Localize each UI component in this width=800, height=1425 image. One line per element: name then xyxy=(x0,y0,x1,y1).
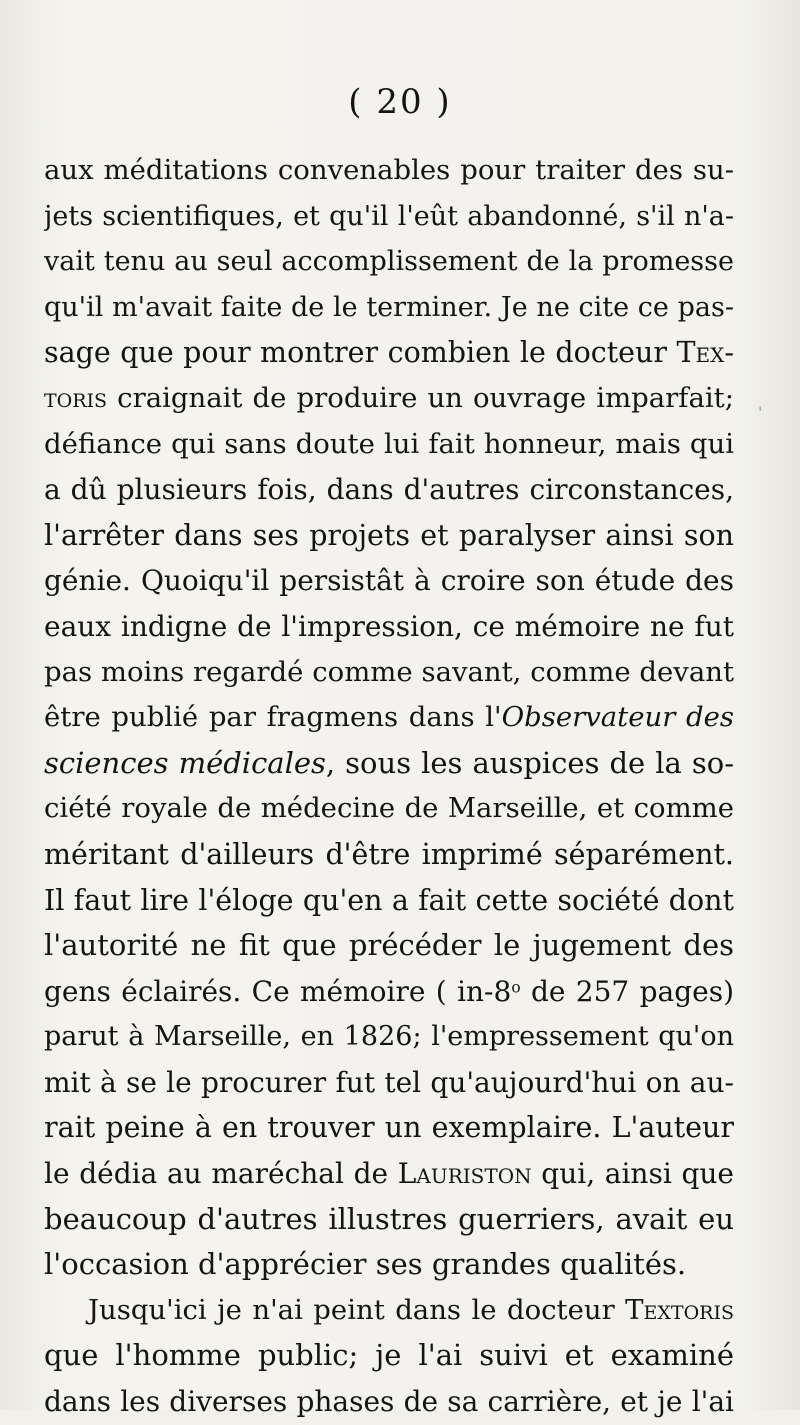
text-line xyxy=(44,467,734,513)
text-line-text: jets scientifiques, et qu'il l'eût abandonné, s'il n'a- xyxy=(44,200,734,232)
text-line-it: sciences médicales xyxy=(44,745,326,780)
text-line-pre: être publié par fragmens dans l' xyxy=(44,701,502,734)
text-line xyxy=(44,878,734,924)
margin-mark: ' xyxy=(758,403,763,422)
text-line-text: aux méditations convenables pour traiter des su- xyxy=(44,154,734,186)
text-line xyxy=(44,1288,734,1334)
text-line-text: Il faut lire l'éloge qu'en a fait cette société dont xyxy=(44,883,734,917)
text-line-it: Observateur des xyxy=(501,701,734,734)
body-text xyxy=(44,148,734,1425)
text-line xyxy=(44,832,734,878)
text-line-sc: Tex- xyxy=(676,336,734,370)
text-line xyxy=(44,695,734,741)
text-line xyxy=(44,513,734,559)
text-line xyxy=(44,741,734,787)
text-line xyxy=(44,1014,734,1060)
text-line xyxy=(44,786,734,832)
text-line-pre: Jusqu'ici je n'ai peint dans le docteur xyxy=(88,1293,626,1326)
text-line-text: rait peine à en trouver un exemplaire. L'auteur xyxy=(44,1111,734,1145)
text-line xyxy=(44,376,734,422)
text-line xyxy=(44,148,734,194)
text-line-post: , sous les auspices de la so- xyxy=(325,745,734,780)
text-line xyxy=(44,969,734,1015)
text-line-pre: gens éclairés. Ce mémoire ( in-8 xyxy=(44,974,512,1008)
text-line-text: mit à se le procurer fut tel qu'aujourd'hui on au- xyxy=(44,1065,734,1099)
text-line xyxy=(44,194,734,240)
text-line-sc: toris xyxy=(44,381,108,414)
text-line-text: méritant d'ailleurs d'être imprimé séparément. xyxy=(44,837,734,871)
text-line xyxy=(44,1105,734,1151)
text-line xyxy=(44,330,734,376)
text-line-text: parut à Marseille, en 1826; l'empressement qu'on xyxy=(44,1021,734,1053)
text-line xyxy=(44,239,734,285)
text-line-text: beaucoup d'autres illustres guerriers, avait eu xyxy=(44,1201,734,1236)
text-line xyxy=(44,1333,734,1379)
text-line-text: l'autorité ne fit que précéder le jugement des xyxy=(44,928,734,963)
text-line xyxy=(44,923,734,969)
text-line-text: pas moins regardé comme savant, comme devant xyxy=(44,655,734,688)
text-line-text: dans les diverses phases de sa carrière, et je l'ai xyxy=(44,1385,734,1419)
text-line-sup: o xyxy=(511,978,521,997)
text-line xyxy=(44,1197,734,1243)
text-line-sc: Lauriston xyxy=(397,1157,532,1191)
text-line-post: de 257 pages) xyxy=(520,974,734,1008)
text-line-text: eaux indigne de l'impression, ce mémoire ne fut xyxy=(44,609,734,643)
text-line-text: que l'homme public; je l'ai suivi et examiné xyxy=(44,1338,734,1373)
text-line xyxy=(44,1379,734,1425)
text-line-sc: Textoris xyxy=(625,1293,734,1326)
text-line-pre: le dédia au maréchal de xyxy=(44,1157,398,1191)
text-line xyxy=(44,1151,734,1197)
text-line-post: qui, ainsi que xyxy=(531,1157,734,1191)
text-line-text: l'arrêter dans ses projets et paralyser ainsi son xyxy=(44,518,734,552)
text-line-text: vait tenu au seul accomplissement de la promesse xyxy=(44,246,734,278)
text-line-text: a dû plusieurs fois, dans d'autres circonstances, xyxy=(44,473,734,507)
text-line-text: défiance qui sans doute lui fait honneur, mais qui xyxy=(44,427,734,460)
text-line xyxy=(44,558,734,604)
page-number: ( 20 ) xyxy=(348,82,452,122)
text-line-text: qu'il m'avait faite de le terminer. Je ne cite ce pas- xyxy=(44,291,734,323)
text-line xyxy=(44,604,734,650)
text-line xyxy=(44,285,734,331)
text-line-text: l'occasion d'apprécier ses grandes qualités. xyxy=(44,1247,687,1282)
text-line xyxy=(44,1242,734,1288)
text-line-pre: sage que pour montrer combien le docteur xyxy=(44,336,677,370)
text-line xyxy=(44,650,734,696)
text-line xyxy=(44,422,734,468)
text-line xyxy=(44,1060,734,1106)
text-line-text: génie. Quoiqu'il persistât à croire son étude des xyxy=(44,564,734,598)
text-line-post: craignait de produire un ouvrage imparfait; xyxy=(107,381,734,414)
text-line-text: ciété royale de médecine de Marseille, et comme xyxy=(44,792,734,825)
